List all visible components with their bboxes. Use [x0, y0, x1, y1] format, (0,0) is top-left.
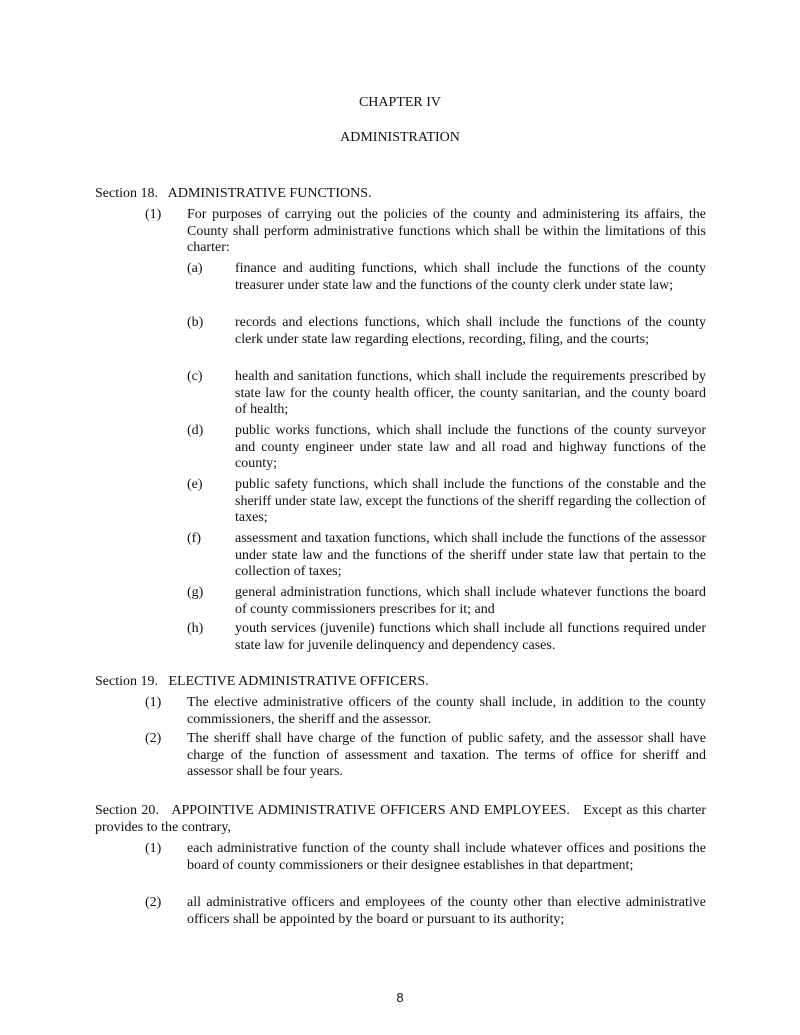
section-19-heading: Section 19. ELECTIVE ADMINISTRATIVE OFFICERS.	[95, 674, 429, 689]
s18-item-g-label: (g)	[187, 585, 204, 600]
s19-item-1-label: (1)	[145, 695, 162, 710]
section-18-p1-text: For purposes of carrying out the policies of the county and administering its affairs, the County shall perform administrative functions which shall be within the limitations of this charter:	[187, 207, 706, 255]
s19-item-1-text: The elective administrative officers of the county shall include, in addition to the county commissioners, the sheriff and the assessor.	[187, 695, 706, 727]
s18-item-a-label: (a)	[187, 261, 203, 276]
s19-item-2-label: (2)	[145, 731, 162, 746]
s18-item-e-label: (e)	[187, 477, 203, 492]
section-20-heading: Section 20. APPOINTIVE ADMINISTRATIVE OFFICERS AND EMPLOYEES. Except as this charter provides to the contrary,	[95, 803, 710, 835]
s19-item-2-text: The sheriff shall have charge of the function of public safety, and the assessor shall have charge of the function of assessment and taxation. The terms of office for sheriff and assessor shall be four years.	[187, 731, 706, 779]
s18-item-f-label: (f)	[187, 531, 201, 546]
page-number: 8	[396, 990, 404, 1005]
s18-item-b-label: (b)	[187, 315, 204, 330]
chapter-number: CHAPTER IV	[358, 95, 442, 110]
s18-item-c-label: (c)	[187, 369, 203, 384]
section-18-heading: Section 18. ADMINISTRATIVE FUNCTIONS.	[95, 186, 372, 201]
s18-item-e-text: public safety functions, which shall include the functions of the constable and the sheriff under state law, except the functions of the sheriff regarding the collection of taxes;	[235, 477, 706, 525]
s18-item-c-text: health and sanitation functions, which shall include the requirements prescribed by state law for the county health officer, the county sanitarian, and the county board of health;	[235, 369, 706, 417]
s18-item-d-text: public works functions, which shall include the functions of the county surveyor and county engineer under state law and all road and highway functions of the county;	[235, 423, 706, 471]
s18-item-d-label: (d)	[187, 423, 204, 438]
s18-item-f-text: assessment and taxation functions, which shall include the functions of the assessor under state law and the functions of the sheriff under state law that pertain to the collection of taxes;	[235, 531, 706, 579]
section-18-p1-number: (1)	[145, 207, 162, 222]
chapter-title: ADMINISTRATION	[340, 130, 460, 145]
s20-item-2-label: (2)	[145, 895, 162, 910]
s18-item-b-text: records and elections functions, which shall include the functions of the county clerk under state law regarding elections, recording, filing, and the courts;	[235, 315, 706, 347]
s20-item-1-label: (1)	[145, 841, 162, 856]
s18-item-h-label: (h)	[187, 621, 204, 636]
s20-item-1-text: each administrative function of the county shall include whatever offices and positions the board of county commissioners or their designee establishes in that department;	[187, 841, 706, 873]
s18-item-a-text: finance and auditing functions, which shall include the functions of the county treasurer under state law and the functions of the county clerk under state law;	[235, 261, 706, 293]
s18-item-h-text: youth services (juvenile) functions which shall include all functions required under state law for juvenile delinquency and dependency cases.	[235, 621, 706, 653]
s18-item-g-text: general administration functions, which shall include whatever functions the board of county commissioners prescribes for it; and	[235, 585, 706, 617]
s20-item-2-text: all administrative officers and employees of the county other than elective administrative officers shall be appointed by the board or pursuant to its authority;	[187, 895, 706, 927]
